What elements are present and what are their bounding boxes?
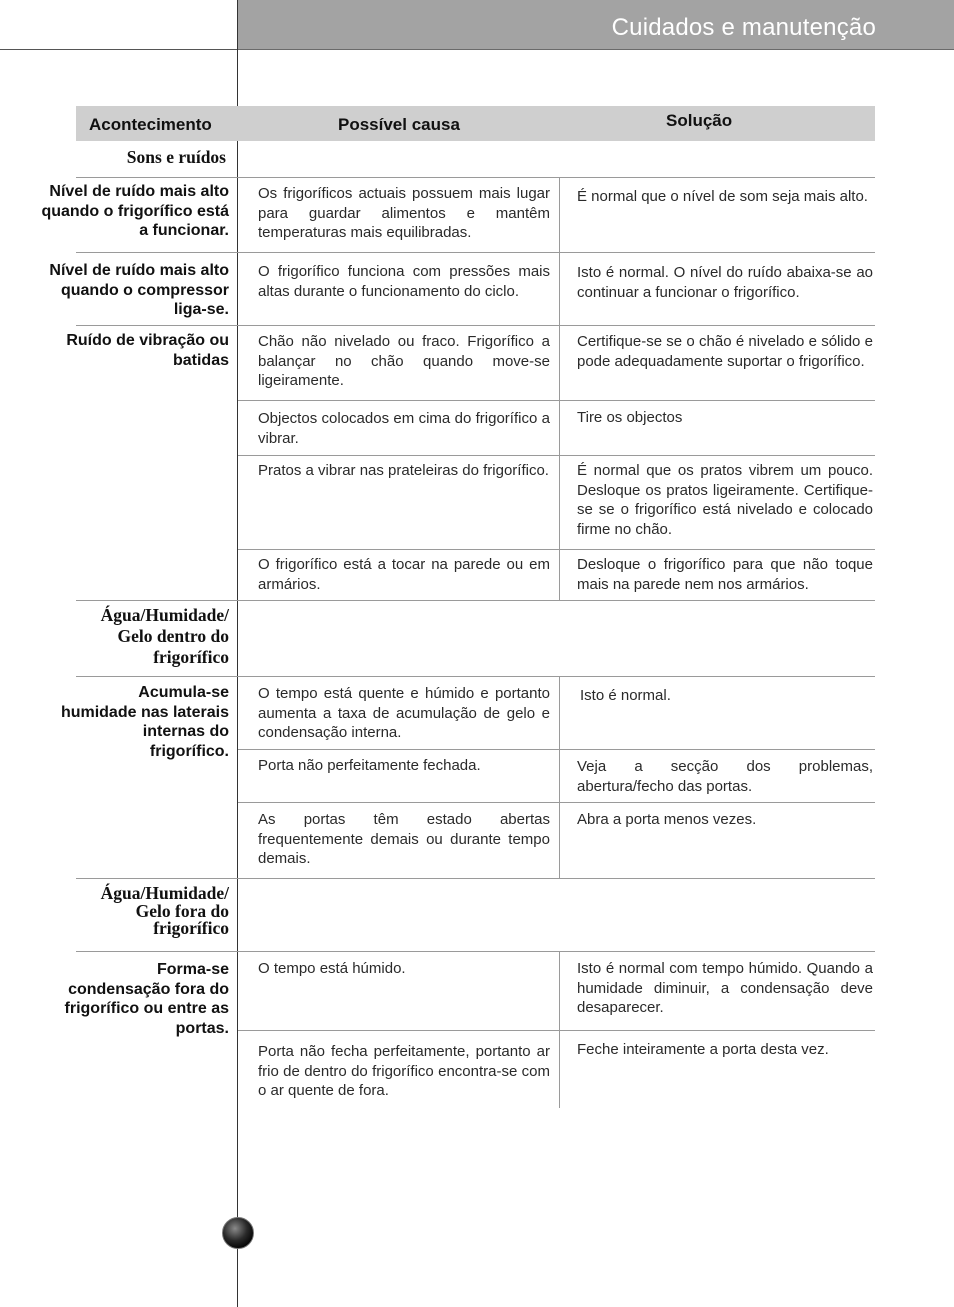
cause-cell: Pratos a vibrar nas prateleiras do frigorífico. [258, 462, 549, 479]
row-divider [238, 455, 875, 456]
row-divider [76, 600, 875, 601]
column-header-cause: Possível causa [338, 115, 460, 134]
section-title: Água/Humidade/ Gelo fora do frigorífico [100, 883, 229, 938]
header-rule [0, 49, 238, 50]
column-divider [559, 326, 560, 600]
cause-cell: Porta não perfeitamente fechada. [258, 757, 481, 774]
row-divider [238, 400, 875, 401]
column-divider [559, 178, 560, 252]
row-divider [238, 1030, 875, 1031]
page-marker [222, 1217, 254, 1249]
cause-cell: As portas têm estado abertas frequentemente demais ou durante tempo demais. [258, 811, 550, 867]
page-title: Cuidados e manutenção [611, 14, 876, 41]
cause-cell: Objectos colocados em cima do frigorífico a vibrar. [258, 410, 550, 447]
row-divider [76, 252, 875, 253]
column-divider [559, 677, 560, 878]
cause-cell: Porta não fecha perfeitamente, portanto ar frio de dentro do frigorífico encontra-se com o ar quente de fora. [258, 1043, 550, 1099]
row-divider [238, 802, 875, 803]
solution-cell: Abra a porta menos vezes. [577, 811, 757, 828]
column-divider [559, 253, 560, 325]
cause-cell: O tempo está húmido. [258, 960, 406, 977]
cause-cell: O tempo está quente e húmido e portanto aumenta a taxa de acumulação de gelo e condensação interna. [258, 685, 550, 741]
cause-cell: O frigorífico funciona com pressões mais altas durante o funcionamento do ciclo. [258, 263, 550, 300]
row-divider [76, 325, 875, 326]
column-header-event: Acontecimento [89, 115, 212, 134]
row-divider [76, 878, 875, 879]
event-label: Acumula-se humidade nas laterais internas do frigorífico. [60, 684, 229, 760]
solution-cell: É normal que os pratos vibrem um pouco. Desloque os pratos ligeiramente. Certifique-se se o frigorífico está nivelado e colocado firme no chão. [577, 462, 873, 538]
cause-cell: O frigorífico está a tocar na parede ou em armários. [258, 556, 550, 593]
row-divider [76, 676, 875, 677]
solution-cell: É normal que o nível de som seja mais alto. [577, 188, 868, 205]
section-title: Sons e ruídos [126, 147, 226, 167]
section-title: Água/Humidade/ Gelo dentro do frigorífico [100, 605, 229, 667]
event-label: Ruído de vibração ou batidas [66, 332, 229, 369]
event-label: Nível de ruído mais alto quando o frigorífico está a funcionar. [41, 183, 229, 239]
solution-cell: Feche inteiramente a porta desta vez. [577, 1041, 829, 1058]
cause-cell: Chão não nivelado ou fraco. Frigorífico a balançar no chão quando move-se ligeiramente. [258, 333, 550, 389]
margin-rule [237, 0, 238, 1307]
row-divider [76, 951, 875, 952]
row-divider [238, 749, 875, 750]
solution-cell: Isto é normal com tempo húmido. Quando a humidade diminuir, a condensação deve desaparecer. [577, 960, 873, 1016]
table-header [76, 106, 875, 141]
event-label: Forma-se condensação fora do frigorífico ou entre as portas. [64, 961, 229, 1037]
solution-cell: Tire os objectos [577, 409, 683, 426]
column-header-solution: Solução [666, 111, 733, 130]
solution-cell: Isto é normal. O nível do ruído abaixa-se ao continuar a funcionar o frigorífico. [577, 264, 873, 301]
row-divider [238, 549, 875, 550]
row-divider [76, 177, 875, 178]
header-bar [238, 0, 954, 50]
solution-cell: Certifique-se se o chão é nivelado e sólido e pode adequadamente suportar o frigorífico. [577, 333, 873, 370]
solution-cell: Isto é normal. [580, 687, 671, 704]
cause-cell: Os frigoríficos actuais possuem mais lugar para guardar alimentos e mantêm temperaturas mais equilibradas. [258, 185, 550, 241]
solution-cell: Veja a secção dos problemas, abertura/fecho das portas. [577, 758, 873, 795]
event-label: Nível de ruído mais alto quando o compressor liga-se. [49, 262, 229, 318]
solution-cell: Desloque o frigorífico para que não toque mais na parede nem nos armários. [577, 556, 873, 593]
